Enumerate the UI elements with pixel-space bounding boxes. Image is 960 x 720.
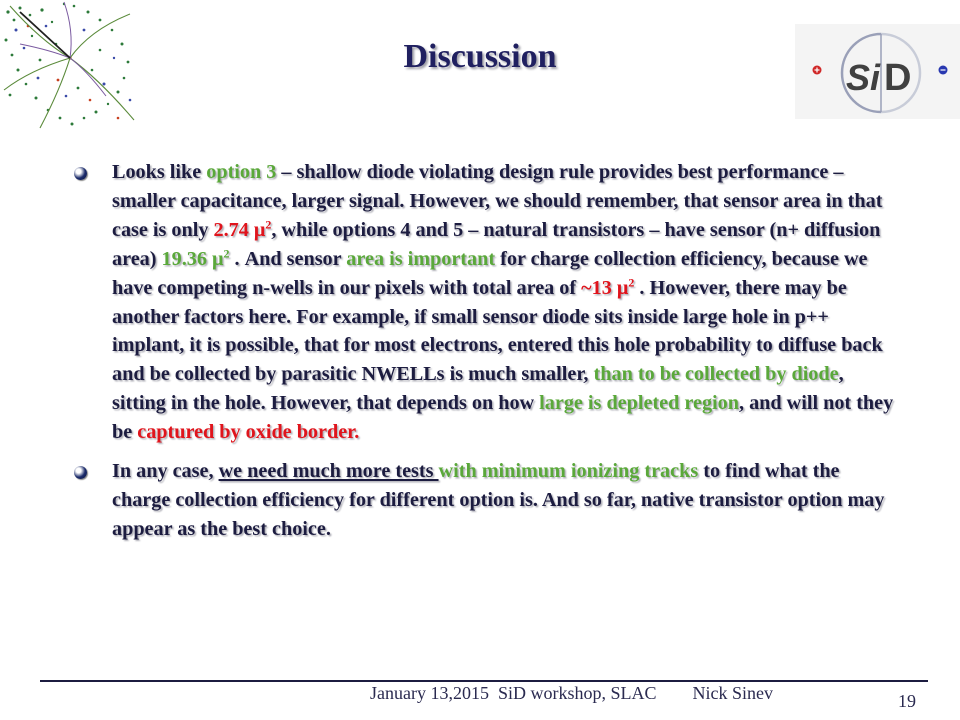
depleted-region-highlight: large is depleted region [539, 392, 739, 415]
bullet2-text-1: In any case, [112, 460, 219, 483]
bullet-icon [74, 167, 87, 180]
bullet1-text-8: , and will not they be [112, 392, 894, 444]
area-important-highlight: area is important [346, 247, 496, 270]
bullet1-text-5: for charge collection efficiency, because we have competing n-wells in our pixels with total area of [112, 247, 868, 299]
bullet-list [74, 158, 894, 554]
bullet1-text-7: , sitting in the hole. However, that depends on how [112, 363, 844, 415]
mip-tracks-highlight: with minimum ionizing tracks [438, 460, 699, 483]
captured-highlight: captured by oxide border. [137, 421, 360, 444]
nwell-area-value-sup: 2 [628, 274, 635, 289]
sensor-area-value-2-sup: 2 [223, 245, 230, 260]
bullet-icon [74, 466, 87, 479]
sensor-area-value-1 [214, 219, 272, 241]
bullet-item-option3 [74, 158, 894, 447]
option3-highlight: option 3 [206, 161, 277, 183]
bullet1-text-6: . However, there may be another factors here. For example, if small sensor diode sits inside large hole in p++ implant, it is possible, that for most electrons, entered this hole probability to diffuse back and be collected by parasitic NWELLs is much smaller, [112, 276, 883, 386]
need-tests-underlined: we need much more tests [218, 460, 439, 483]
than-diode-highlight: than to be collected by diode [593, 363, 839, 386]
nwell-area-value-text: ~13 μ [581, 276, 629, 299]
sensor-area-value-2-text: 19.36 μ [161, 247, 224, 270]
sensor-area-value-2 [161, 245, 230, 270]
bullet-item-tests [74, 457, 894, 544]
bullet1-text-4: . And sensor [229, 247, 347, 270]
footer-divider [40, 680, 928, 682]
slide-title: Discussion [403, 38, 557, 75]
bullet1-text-2: – shallow diode violating design rule provides best performance – smaller capacitance, larger signal. However, we should remember, that sensor area in that case is only [112, 161, 883, 241]
nwell-area-value [581, 274, 635, 299]
bullet1-text-1: Looks like [112, 161, 207, 183]
bullet2-text-3: to find what the charge collection efficiency for different option is. And so far, native transistor option may appear as the best choice. [112, 460, 885, 540]
footer-text: January 13,2015 SiD workshop, SLAC Nick Sinev [370, 683, 773, 703]
svg-text:Si: Si [845, 57, 880, 98]
svg-text:D: D [884, 57, 912, 99]
sensor-area-value-1-sup: 2 [265, 217, 272, 232]
sensor-area-value-1-text: 2.74 μ [213, 218, 266, 241]
bullet1-text-3: , while options 4 and 5 – natural transistors – have sensor (n+ diffusion area) [112, 218, 881, 270]
slide-number: 19 [898, 691, 916, 711]
